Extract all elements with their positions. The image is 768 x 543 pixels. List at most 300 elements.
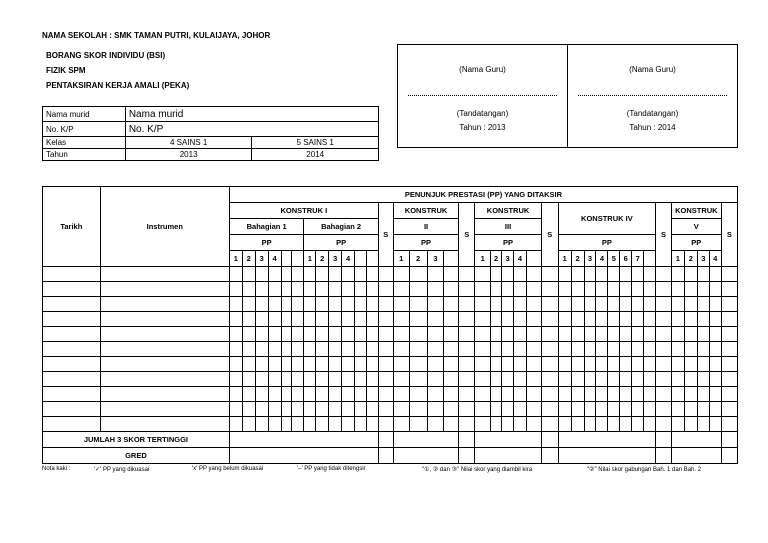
entry-cell[interactable]	[644, 357, 656, 372]
entry-cell[interactable]	[43, 387, 101, 402]
entry-cell[interactable]	[671, 402, 684, 417]
entry-cell[interactable]	[584, 327, 596, 342]
entry-cell[interactable]	[342, 312, 355, 327]
entry-cell[interactable]	[656, 342, 672, 357]
entry-cell[interactable]	[355, 387, 367, 402]
entry-cell[interactable]	[342, 297, 355, 312]
entry-cell[interactable]	[409, 282, 427, 297]
entry-cell[interactable]	[541, 417, 558, 432]
entry-cell[interactable]	[268, 342, 281, 357]
entry-cell[interactable]	[571, 417, 584, 432]
entry-cell[interactable]	[571, 387, 584, 402]
entry-cell[interactable]	[541, 342, 558, 357]
gred-k5[interactable]	[671, 448, 721, 464]
entry-cell[interactable]	[378, 327, 393, 342]
entry-cell[interactable]	[229, 267, 242, 282]
entry-cell[interactable]	[100, 312, 229, 327]
entry-cell[interactable]	[292, 297, 304, 312]
entry-cell[interactable]	[644, 417, 656, 432]
entry-cell[interactable]	[393, 267, 409, 282]
entry-cell[interactable]	[709, 402, 721, 417]
entry-cell[interactable]	[491, 327, 502, 342]
entry-cell[interactable]	[292, 267, 304, 282]
entry-cell[interactable]	[393, 372, 409, 387]
entry-cell[interactable]	[268, 312, 281, 327]
entry-cell[interactable]	[304, 267, 316, 282]
entry-cell[interactable]	[620, 417, 632, 432]
entry-cell[interactable]	[584, 402, 596, 417]
entry-cell[interactable]	[491, 312, 502, 327]
entry-cell[interactable]	[656, 372, 672, 387]
entry-cell[interactable]	[541, 297, 558, 312]
entry-cell[interactable]	[329, 312, 342, 327]
gred-k4-s[interactable]	[656, 448, 672, 464]
entry-cell[interactable]	[502, 327, 514, 342]
entry-cell[interactable]	[596, 372, 608, 387]
entry-cell[interactable]	[43, 372, 101, 387]
entry-cell[interactable]	[366, 357, 378, 372]
entry-cell[interactable]	[514, 357, 527, 372]
entry-cell[interactable]	[242, 327, 255, 342]
entry-cell[interactable]	[584, 297, 596, 312]
entry-cell[interactable]	[409, 387, 427, 402]
entry-cell[interactable]	[632, 282, 644, 297]
entry-cell[interactable]	[459, 267, 475, 282]
total-k5[interactable]	[671, 432, 721, 448]
entry-cell[interactable]	[514, 417, 527, 432]
entry-cell[interactable]	[526, 327, 541, 342]
gred-k2[interactable]	[393, 448, 459, 464]
entry-cell[interactable]	[100, 417, 229, 432]
entry-cell[interactable]	[620, 402, 632, 417]
entry-cell[interactable]	[100, 342, 229, 357]
entry-cell[interactable]	[229, 327, 242, 342]
entry-cell[interactable]	[671, 357, 684, 372]
entry-cell[interactable]	[671, 387, 684, 402]
entry-cell[interactable]	[229, 357, 242, 372]
entry-cell[interactable]	[475, 267, 491, 282]
entry-cell[interactable]	[526, 357, 541, 372]
entry-cell[interactable]	[596, 282, 608, 297]
entry-cell[interactable]	[378, 342, 393, 357]
entry-cell[interactable]	[502, 282, 514, 297]
entry-cell[interactable]	[393, 357, 409, 372]
entry-cell[interactable]	[502, 342, 514, 357]
entry-cell[interactable]	[684, 267, 697, 282]
entry-cell[interactable]	[444, 402, 459, 417]
entry-cell[interactable]	[242, 417, 255, 432]
entry-cell[interactable]	[342, 387, 355, 402]
name-field[interactable]: Nama murid	[125, 107, 378, 122]
entry-cell[interactable]	[268, 327, 281, 342]
entry-cell[interactable]	[721, 267, 737, 282]
entry-cell[interactable]	[644, 342, 656, 357]
entry-cell[interactable]	[644, 297, 656, 312]
entry-cell[interactable]	[502, 372, 514, 387]
entry-cell[interactable]	[709, 327, 721, 342]
entry-cell[interactable]	[329, 282, 342, 297]
entry-cell[interactable]	[409, 342, 427, 357]
entry-cell[interactable]	[316, 417, 329, 432]
entry-cell[interactable]	[43, 297, 101, 312]
entry-cell[interactable]	[378, 417, 393, 432]
entry-cell[interactable]	[684, 327, 697, 342]
entry-cell[interactable]	[366, 372, 378, 387]
entry-cell[interactable]	[644, 372, 656, 387]
entry-cell[interactable]	[526, 297, 541, 312]
entry-cell[interactable]	[608, 387, 620, 402]
total-k3-s[interactable]	[541, 432, 558, 448]
entry-cell[interactable]	[355, 402, 367, 417]
total-k1[interactable]	[229, 432, 378, 448]
entry-cell[interactable]	[632, 297, 644, 312]
entry-cell[interactable]	[596, 357, 608, 372]
entry-cell[interactable]	[596, 297, 608, 312]
entry-cell[interactable]	[684, 312, 697, 327]
entry-cell[interactable]	[342, 372, 355, 387]
entry-cell[interactable]	[541, 372, 558, 387]
entry-cell[interactable]	[571, 402, 584, 417]
entry-cell[interactable]	[268, 387, 281, 402]
entry-cell[interactable]	[409, 417, 427, 432]
entry-cell[interactable]	[697, 417, 709, 432]
entry-cell[interactable]	[281, 372, 292, 387]
entry-cell[interactable]	[444, 297, 459, 312]
entry-cell[interactable]	[491, 357, 502, 372]
entry-cell[interactable]	[316, 327, 329, 342]
entry-cell[interactable]	[514, 312, 527, 327]
entry-cell[interactable]	[378, 387, 393, 402]
entry-cell[interactable]	[43, 357, 101, 372]
entry-cell[interactable]	[502, 417, 514, 432]
entry-cell[interactable]	[281, 312, 292, 327]
entry-cell[interactable]	[671, 297, 684, 312]
entry-cell[interactable]	[393, 297, 409, 312]
entry-cell[interactable]	[100, 327, 229, 342]
entry-cell[interactable]	[620, 372, 632, 387]
entry-cell[interactable]	[281, 342, 292, 357]
entry-cell[interactable]	[43, 402, 101, 417]
entry-cell[interactable]	[393, 282, 409, 297]
entry-cell[interactable]	[709, 312, 721, 327]
entry-cell[interactable]	[242, 342, 255, 357]
entry-cell[interactable]	[584, 372, 596, 387]
entry-cell[interactable]	[229, 342, 242, 357]
entry-cell[interactable]	[292, 357, 304, 372]
entry-cell[interactable]	[366, 282, 378, 297]
entry-cell[interactable]	[620, 387, 632, 402]
entry-cell[interactable]	[444, 387, 459, 402]
entry-cell[interactable]	[596, 417, 608, 432]
entry-cell[interactable]	[584, 387, 596, 402]
entry-cell[interactable]	[671, 372, 684, 387]
entry-cell[interactable]	[721, 342, 737, 357]
entry-cell[interactable]	[632, 357, 644, 372]
entry-cell[interactable]	[355, 342, 367, 357]
entry-cell[interactable]	[608, 282, 620, 297]
entry-cell[interactable]	[697, 342, 709, 357]
entry-cell[interactable]	[684, 282, 697, 297]
entry-cell[interactable]	[558, 402, 571, 417]
entry-cell[interactable]	[541, 387, 558, 402]
entry-cell[interactable]	[427, 372, 444, 387]
entry-cell[interactable]	[329, 297, 342, 312]
entry-cell[interactable]	[329, 327, 342, 342]
entry-cell[interactable]	[608, 297, 620, 312]
entry-cell[interactable]	[514, 387, 527, 402]
entry-cell[interactable]	[709, 267, 721, 282]
entry-cell[interactable]	[444, 267, 459, 282]
entry-cell[interactable]	[608, 327, 620, 342]
entry-cell[interactable]	[292, 387, 304, 402]
entry-cell[interactable]	[100, 282, 229, 297]
entry-cell[interactable]	[444, 312, 459, 327]
entry-cell[interactable]	[596, 387, 608, 402]
entry-cell[interactable]	[632, 327, 644, 342]
entry-cell[interactable]	[242, 387, 255, 402]
entry-cell[interactable]	[355, 267, 367, 282]
entry-cell[interactable]	[596, 327, 608, 342]
entry-cell[interactable]	[526, 282, 541, 297]
entry-cell[interactable]	[255, 402, 268, 417]
entry-cell[interactable]	[671, 342, 684, 357]
entry-cell[interactable]	[100, 402, 229, 417]
entry-cell[interactable]	[316, 342, 329, 357]
entry-cell[interactable]	[100, 357, 229, 372]
entry-cell[interactable]	[684, 297, 697, 312]
entry-cell[interactable]	[409, 372, 427, 387]
entry-cell[interactable]	[316, 297, 329, 312]
entry-cell[interactable]	[43, 327, 101, 342]
entry-cell[interactable]	[268, 267, 281, 282]
entry-cell[interactable]	[329, 267, 342, 282]
entry-cell[interactable]	[475, 342, 491, 357]
entry-cell[interactable]	[342, 402, 355, 417]
entry-cell[interactable]	[316, 387, 329, 402]
signature-line-2014[interactable]	[578, 95, 727, 96]
entry-cell[interactable]	[491, 267, 502, 282]
entry-cell[interactable]	[475, 372, 491, 387]
entry-cell[interactable]	[571, 267, 584, 282]
entry-cell[interactable]	[632, 342, 644, 357]
entry-cell[interactable]	[558, 327, 571, 342]
entry-cell[interactable]	[632, 417, 644, 432]
entry-cell[interactable]	[526, 342, 541, 357]
entry-cell[interactable]	[644, 267, 656, 282]
entry-cell[interactable]	[459, 297, 475, 312]
total-k4-s[interactable]	[656, 432, 672, 448]
entry-cell[interactable]	[709, 387, 721, 402]
entry-cell[interactable]	[721, 282, 737, 297]
entry-cell[interactable]	[632, 387, 644, 402]
entry-cell[interactable]	[366, 342, 378, 357]
entry-cell[interactable]	[304, 297, 316, 312]
entry-cell[interactable]	[526, 417, 541, 432]
entry-cell[interactable]	[671, 417, 684, 432]
entry-cell[interactable]	[502, 357, 514, 372]
entry-cell[interactable]	[281, 387, 292, 402]
entry-cell[interactable]	[427, 417, 444, 432]
entry-cell[interactable]	[697, 387, 709, 402]
entry-cell[interactable]	[459, 372, 475, 387]
entry-cell[interactable]	[292, 372, 304, 387]
entry-cell[interactable]	[444, 357, 459, 372]
entry-cell[interactable]	[427, 282, 444, 297]
entry-cell[interactable]	[255, 327, 268, 342]
entry-cell[interactable]	[644, 282, 656, 297]
entry-cell[interactable]	[427, 342, 444, 357]
entry-cell[interactable]	[558, 372, 571, 387]
entry-cell[interactable]	[304, 327, 316, 342]
entry-cell[interactable]	[475, 402, 491, 417]
entry-cell[interactable]	[459, 417, 475, 432]
entry-cell[interactable]	[584, 267, 596, 282]
entry-cell[interactable]	[444, 417, 459, 432]
entry-cell[interactable]	[100, 267, 229, 282]
entry-cell[interactable]	[427, 312, 444, 327]
entry-cell[interactable]	[427, 402, 444, 417]
entry-cell[interactable]	[571, 282, 584, 297]
entry-cell[interactable]	[709, 372, 721, 387]
entry-cell[interactable]	[378, 402, 393, 417]
entry-cell[interactable]	[427, 387, 444, 402]
entry-cell[interactable]	[632, 312, 644, 327]
entry-cell[interactable]	[502, 387, 514, 402]
entry-cell[interactable]	[255, 297, 268, 312]
entry-cell[interactable]	[229, 312, 242, 327]
entry-cell[interactable]	[671, 312, 684, 327]
entry-cell[interactable]	[242, 267, 255, 282]
entry-cell[interactable]	[304, 312, 316, 327]
entry-cell[interactable]	[571, 372, 584, 387]
entry-cell[interactable]	[502, 312, 514, 327]
entry-cell[interactable]	[721, 327, 737, 342]
entry-cell[interactable]	[329, 372, 342, 387]
entry-cell[interactable]	[491, 417, 502, 432]
entry-cell[interactable]	[316, 372, 329, 387]
entry-cell[interactable]	[229, 372, 242, 387]
entry-cell[interactable]	[393, 312, 409, 327]
entry-cell[interactable]	[427, 267, 444, 282]
entry-cell[interactable]	[393, 387, 409, 402]
entry-cell[interactable]	[281, 327, 292, 342]
entry-cell[interactable]	[584, 417, 596, 432]
entry-cell[interactable]	[584, 357, 596, 372]
entry-cell[interactable]	[366, 267, 378, 282]
entry-cell[interactable]	[342, 342, 355, 357]
entry-cell[interactable]	[329, 402, 342, 417]
entry-cell[interactable]	[255, 372, 268, 387]
entry-cell[interactable]	[304, 417, 316, 432]
entry-cell[interactable]	[608, 342, 620, 357]
entry-cell[interactable]	[620, 357, 632, 372]
gred-k3-s[interactable]	[541, 448, 558, 464]
total-k1-s[interactable]	[378, 432, 393, 448]
entry-cell[interactable]	[502, 402, 514, 417]
entry-cell[interactable]	[329, 357, 342, 372]
entry-cell[interactable]	[292, 417, 304, 432]
entry-cell[interactable]	[304, 372, 316, 387]
entry-cell[interactable]	[427, 327, 444, 342]
entry-cell[interactable]	[242, 312, 255, 327]
entry-cell[interactable]	[304, 342, 316, 357]
entry-cell[interactable]	[459, 357, 475, 372]
entry-cell[interactable]	[427, 297, 444, 312]
entry-cell[interactable]	[378, 357, 393, 372]
entry-cell[interactable]	[475, 282, 491, 297]
entry-cell[interactable]	[393, 342, 409, 357]
entry-cell[interactable]	[292, 312, 304, 327]
entry-cell[interactable]	[620, 297, 632, 312]
entry-cell[interactable]	[656, 417, 672, 432]
entry-cell[interactable]	[656, 312, 672, 327]
entry-cell[interactable]	[242, 297, 255, 312]
entry-cell[interactable]	[526, 372, 541, 387]
entry-cell[interactable]	[229, 402, 242, 417]
entry-cell[interactable]	[671, 282, 684, 297]
kp-field[interactable]: No. K/P	[125, 122, 378, 137]
entry-cell[interactable]	[514, 267, 527, 282]
entry-cell[interactable]	[475, 417, 491, 432]
gred-k3[interactable]	[475, 448, 542, 464]
entry-cell[interactable]	[409, 267, 427, 282]
entry-cell[interactable]	[355, 297, 367, 312]
entry-cell[interactable]	[620, 267, 632, 282]
entry-cell[interactable]	[584, 282, 596, 297]
entry-cell[interactable]	[255, 282, 268, 297]
entry-cell[interactable]	[697, 267, 709, 282]
entry-cell[interactable]	[444, 327, 459, 342]
entry-cell[interactable]	[444, 372, 459, 387]
entry-cell[interactable]	[644, 312, 656, 327]
entry-cell[interactable]	[100, 372, 229, 387]
entry-cell[interactable]	[459, 402, 475, 417]
entry-cell[interactable]	[444, 282, 459, 297]
entry-cell[interactable]	[709, 342, 721, 357]
entry-cell[interactable]	[709, 357, 721, 372]
entry-cell[interactable]	[514, 282, 527, 297]
entry-cell[interactable]	[292, 282, 304, 297]
entry-cell[interactable]	[355, 417, 367, 432]
entry-cell[interactable]	[632, 267, 644, 282]
entry-cell[interactable]	[281, 402, 292, 417]
entry-cell[interactable]	[491, 297, 502, 312]
total-k2[interactable]	[393, 432, 459, 448]
entry-cell[interactable]	[558, 357, 571, 372]
entry-cell[interactable]	[491, 387, 502, 402]
entry-cell[interactable]	[459, 312, 475, 327]
entry-cell[interactable]	[571, 357, 584, 372]
entry-cell[interactable]	[684, 417, 697, 432]
entry-cell[interactable]	[514, 327, 527, 342]
entry-cell[interactable]	[378, 282, 393, 297]
entry-cell[interactable]	[255, 267, 268, 282]
entry-cell[interactable]	[721, 312, 737, 327]
entry-cell[interactable]	[491, 282, 502, 297]
entry-cell[interactable]	[656, 357, 672, 372]
entry-cell[interactable]	[229, 417, 242, 432]
entry-cell[interactable]	[697, 312, 709, 327]
gred-k5-s[interactable]	[721, 448, 737, 464]
entry-cell[interactable]	[292, 327, 304, 342]
entry-cell[interactable]	[608, 402, 620, 417]
entry-cell[interactable]	[502, 297, 514, 312]
entry-cell[interactable]	[721, 402, 737, 417]
entry-cell[interactable]	[342, 417, 355, 432]
entry-cell[interactable]	[656, 402, 672, 417]
entry-cell[interactable]	[632, 402, 644, 417]
entry-cell[interactable]	[459, 282, 475, 297]
